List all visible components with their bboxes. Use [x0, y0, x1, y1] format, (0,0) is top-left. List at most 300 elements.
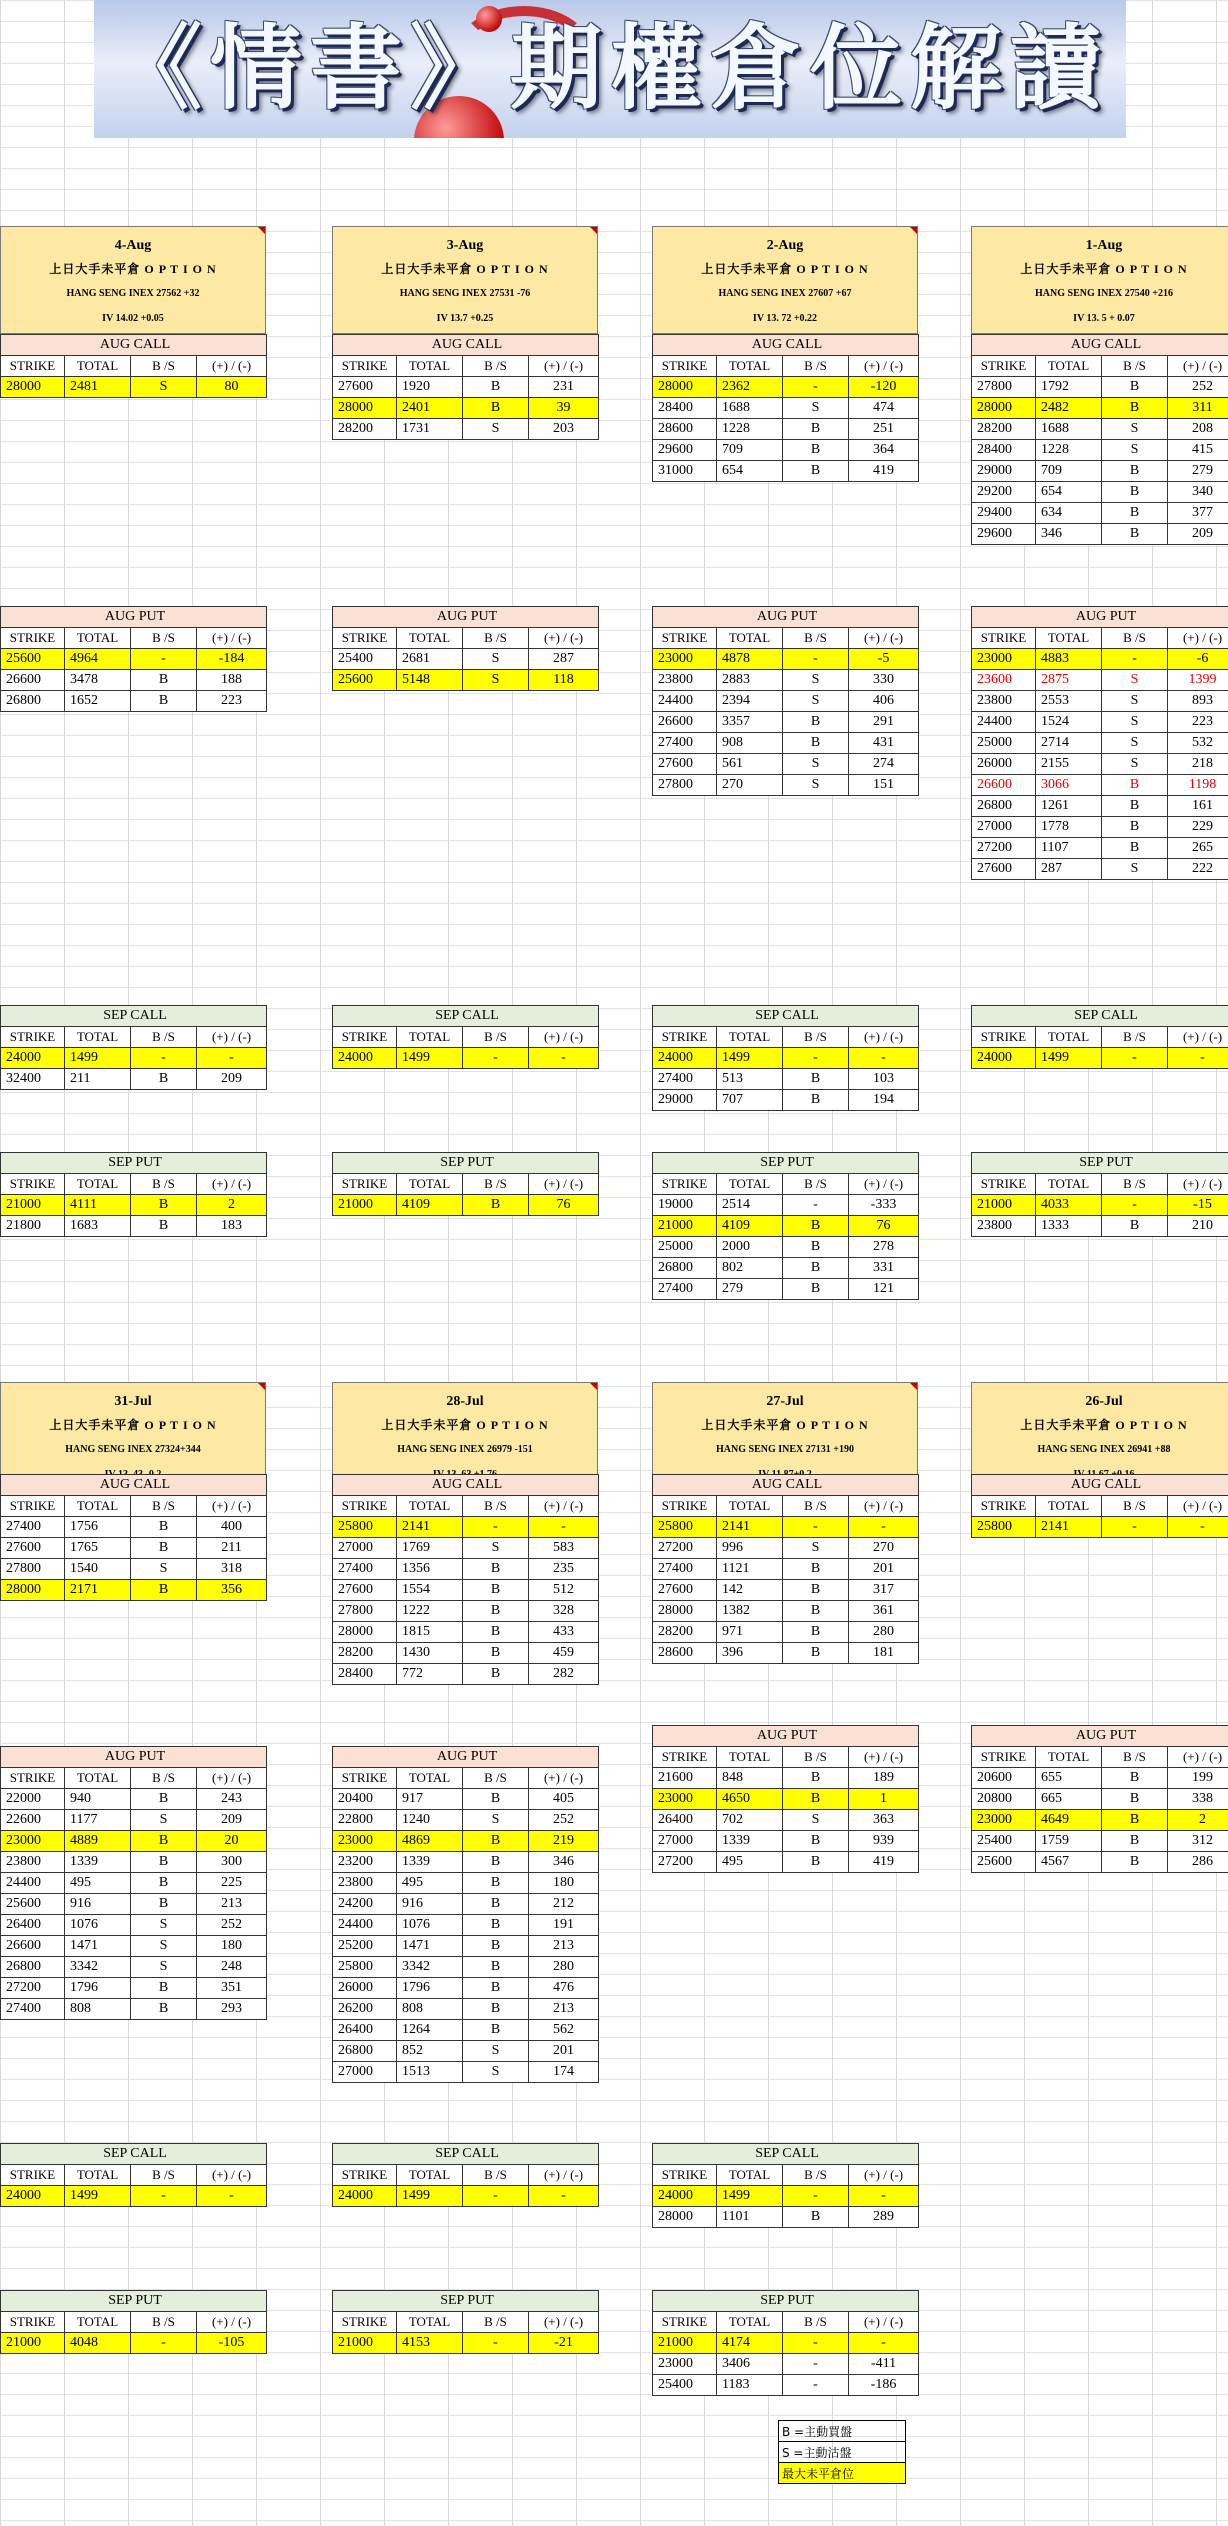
col-header-buy-sell: B /S: [131, 628, 197, 649]
cell-buy-sell: B: [463, 377, 529, 398]
cell-change: 291: [849, 712, 919, 733]
col-header-buy-sell: B /S: [463, 1174, 529, 1195]
cell-buy-sell: B: [463, 1831, 529, 1852]
cell-change: -: [529, 2186, 599, 2207]
day-date: 4-Aug: [114, 238, 152, 253]
table-row: [653, 712, 919, 733]
col-header-strike: STRIKE: [972, 1174, 1036, 1195]
cell-strike: 29000: [972, 461, 1036, 482]
column-header-row: [1, 2312, 267, 2333]
aug-put-table: [971, 606, 1228, 880]
table-row: [333, 398, 599, 419]
cell-strike: 27600: [972, 859, 1036, 880]
cell-total: 1688: [717, 398, 783, 419]
hsi-index-line: HANG SENG INEX 27531 -76: [399, 288, 531, 299]
cell-total: 3342: [397, 1957, 463, 1978]
cell-total: 654: [1036, 482, 1102, 503]
table-title: SEP CALL: [653, 1006, 919, 1027]
column-header-row: [1, 628, 267, 649]
cell-change: 201: [529, 2041, 599, 2062]
column-header-row: [972, 1747, 1228, 1768]
col-header-strike: STRIKE: [1, 1027, 65, 1048]
cell-buy-sell: B: [463, 1999, 529, 2020]
cell-change: 300: [197, 1852, 267, 1873]
table-row: [333, 1936, 599, 1957]
table-row: [972, 649, 1228, 670]
cell-strike: 27400: [1, 1517, 65, 1538]
col-header-strike: STRIKE: [333, 1027, 397, 1048]
cell-strike: 21600: [653, 1768, 717, 1789]
col-header-strike: STRIKE: [653, 356, 717, 377]
cell-change: 331: [849, 1258, 919, 1279]
col-header-buy-sell: B /S: [783, 628, 849, 649]
col-header-change: (+) / (-): [529, 2312, 599, 2333]
cell-strike: 28000: [653, 1601, 717, 1622]
cell-total: 1540: [65, 1559, 131, 1580]
table-title-row: [653, 1153, 919, 1174]
cell-total: 396: [717, 1643, 783, 1664]
table-row: [333, 2041, 599, 2062]
col-header-strike: STRIKE: [653, 1174, 717, 1195]
cell-strike: 23000: [1, 1831, 65, 1852]
col-header-change: (+) / (-): [849, 2312, 919, 2333]
cell-total: 4869: [397, 1831, 463, 1852]
cell-total: 1815: [397, 1622, 463, 1643]
cell-change: -6: [1168, 649, 1228, 670]
cell-change: 279: [1168, 461, 1228, 482]
table-title: AUG PUT: [333, 607, 599, 628]
table-row: [972, 817, 1228, 838]
cell-buy-sell: B: [463, 1195, 529, 1216]
cell-change: 431: [849, 733, 919, 754]
cell-total: 1499: [65, 1048, 131, 1069]
col-header-total: TOTAL: [1036, 1174, 1102, 1195]
cell-strike: 25600: [972, 1852, 1036, 1873]
cell-total: 3478: [65, 670, 131, 691]
cell-change: 20: [197, 1831, 267, 1852]
cell-strike: 27600: [1, 1538, 65, 1559]
cell-buy-sell: S: [1102, 754, 1168, 775]
legend-buy: B =主動買盤: [779, 2421, 906, 2442]
cell-buy-sell: S: [1102, 691, 1168, 712]
cell-total: 1121: [717, 1559, 783, 1580]
table-row: [653, 1580, 919, 1601]
aug-put-table: [971, 1725, 1228, 1873]
cell-buy-sell: S: [131, 1810, 197, 1831]
col-header-total: TOTAL: [717, 1174, 783, 1195]
col-header-total: TOTAL: [717, 628, 783, 649]
table-row: [1, 1873, 267, 1894]
day-subtitle: 上日大手未平倉 O P T I O N: [381, 262, 549, 276]
cell-strike: 24000: [653, 2186, 717, 2207]
cell-total: 1796: [397, 1978, 463, 1999]
cell-change: 174: [529, 2062, 599, 2083]
cell-total: 270: [717, 775, 783, 796]
cell-change: 210: [1168, 1216, 1228, 1237]
cell-strike: 24000: [653, 1048, 717, 1069]
cell-strike: 29400: [972, 503, 1036, 524]
day-header: [971, 226, 1228, 334]
table-row: [653, 1216, 919, 1237]
table-row: [653, 377, 919, 398]
col-header-total: TOTAL: [397, 356, 463, 377]
col-header-change: (+) / (-): [529, 1496, 599, 1517]
cell-buy-sell: -: [1102, 1517, 1168, 1538]
cell-buy-sell: B: [1102, 775, 1168, 796]
table-row: [333, 1915, 599, 1936]
cell-change: 2: [197, 1195, 267, 1216]
day-date: 27-Jul: [766, 1394, 804, 1409]
cell-strike: 26200: [333, 1999, 397, 2020]
table-row: [653, 1643, 919, 1664]
table-row: [333, 1664, 599, 1685]
cell-buy-sell: B: [131, 1216, 197, 1237]
cell-strike: 25800: [972, 1517, 1036, 1538]
cell-change: 340: [1168, 482, 1228, 503]
cell-change: 363: [849, 1810, 919, 1831]
table-title: AUG CALL: [972, 335, 1228, 356]
table-row: [333, 1999, 599, 2020]
cell-buy-sell: S: [1102, 859, 1168, 880]
cell-total: 1759: [1036, 1831, 1102, 1852]
table-row: [653, 1048, 919, 1069]
cell-change: 338: [1168, 1789, 1228, 1810]
table-row: [1, 1915, 267, 1936]
cell-total: 916: [65, 1894, 131, 1915]
table-title-row: [972, 335, 1228, 356]
col-header-strike: STRIKE: [972, 1496, 1036, 1517]
iv-line: IV 13. 72 +0.22: [752, 313, 818, 324]
cell-buy-sell: S: [1102, 440, 1168, 461]
col-header-buy-sell: B /S: [131, 1174, 197, 1195]
cell-strike: 23800: [1, 1852, 65, 1873]
aug-call-table: [971, 334, 1228, 545]
cell-strike: 25000: [653, 1237, 717, 1258]
sep-put-table: [0, 1152, 267, 1237]
cell-strike: 26800: [972, 796, 1036, 817]
col-header-change: (+) / (-): [1168, 1496, 1228, 1517]
table-title-row: [972, 1475, 1228, 1496]
day-date: 28-Jul: [446, 1394, 484, 1409]
cell-change: 180: [197, 1936, 267, 1957]
cell-total: 2553: [1036, 691, 1102, 712]
cell-strike: 25600: [1, 1894, 65, 1915]
cell-buy-sell: B: [783, 1789, 849, 1810]
cell-total: 1471: [65, 1936, 131, 1957]
sep-put-table: [332, 1152, 599, 1216]
col-header-change: (+) / (-): [849, 1027, 919, 1048]
day-subtitle: 上日大手未平倉 O P T I O N: [49, 1418, 217, 1432]
table-row: [333, 1580, 599, 1601]
cell-buy-sell: S: [1102, 419, 1168, 440]
cell-change: 364: [849, 440, 919, 461]
cell-change: 118: [529, 670, 599, 691]
table-title-row: [972, 1006, 1228, 1027]
col-header-strike: STRIKE: [333, 2165, 397, 2186]
cell-total: 2171: [65, 1580, 131, 1601]
cell-strike: 28000: [653, 2207, 717, 2228]
cell-total: 1499: [397, 2186, 463, 2207]
col-header-buy-sell: B /S: [1102, 1027, 1168, 1048]
aug-put-table: [332, 1746, 599, 2083]
col-header-change: (+) / (-): [197, 2312, 267, 2333]
column-header-row: [972, 1174, 1228, 1195]
cell-strike: 26800: [333, 2041, 397, 2062]
table-row: [1, 377, 267, 398]
cell-total: 1339: [65, 1852, 131, 1873]
cell-total: 142: [717, 1580, 783, 1601]
table-row: [333, 1538, 599, 1559]
col-header-change: (+) / (-): [197, 2165, 267, 2186]
cell-change: 1198: [1168, 775, 1228, 796]
table-row: [333, 2186, 599, 2207]
cell-change: 274: [849, 754, 919, 775]
cell-strike: 23800: [972, 691, 1036, 712]
comment-marker-icon: [258, 1383, 265, 1390]
cell-strike: 25800: [333, 1957, 397, 1978]
table-row: [333, 1048, 599, 1069]
cell-buy-sell: B: [1102, 377, 1168, 398]
table-row: [1, 670, 267, 691]
cell-total: 4109: [397, 1195, 463, 1216]
col-header-total: TOTAL: [717, 1496, 783, 1517]
cell-total: 1101: [717, 2207, 783, 2228]
table-row: [333, 2020, 599, 2041]
table-row: [1, 1069, 267, 1090]
cell-strike: 28400: [333, 1664, 397, 1685]
cell-buy-sell: S: [783, 398, 849, 419]
cell-change: 289: [849, 2207, 919, 2228]
table-row: [1, 1195, 267, 1216]
table-title-row: [653, 335, 919, 356]
cell-change: 194: [849, 1090, 919, 1111]
cell-buy-sell: B: [1102, 503, 1168, 524]
col-header-buy-sell: B /S: [131, 2165, 197, 2186]
table-title: AUG CALL: [1, 1475, 267, 1496]
cell-buy-sell: B: [1102, 796, 1168, 817]
cell-change: -105: [197, 2333, 267, 2354]
cell-change: 229: [1168, 817, 1228, 838]
day-subtitle: 上日大手未平倉 O P T I O N: [701, 1418, 869, 1432]
table-row: [333, 1810, 599, 1831]
col-header-strike: STRIKE: [653, 2165, 717, 2186]
comment-marker-icon: [910, 227, 917, 234]
cell-total: 665: [1036, 1789, 1102, 1810]
cell-total: 1796: [65, 1978, 131, 1999]
cell-change: -21: [529, 2333, 599, 2354]
table-title-row: [1, 335, 267, 356]
cell-change: 231: [529, 377, 599, 398]
cell-strike: 23200: [333, 1852, 397, 1873]
table-row: [653, 1789, 919, 1810]
cell-change: 213: [197, 1894, 267, 1915]
cell-strike: 21000: [653, 1216, 717, 1237]
table-row: [972, 1810, 1228, 1831]
cell-change: 286: [1168, 1852, 1228, 1873]
cell-strike: 27400: [653, 733, 717, 754]
table-row: [972, 1517, 1228, 1538]
col-header-change: (+) / (-): [849, 1174, 919, 1195]
cell-change: 377: [1168, 503, 1228, 524]
cell-total: 1499: [65, 2186, 131, 2207]
cell-strike: 31000: [653, 461, 717, 482]
cell-change: 248: [197, 1957, 267, 1978]
cell-total: 2155: [1036, 754, 1102, 775]
cell-total: 4964: [65, 649, 131, 670]
table-row: [653, 1768, 919, 1789]
cell-buy-sell: -: [131, 649, 197, 670]
cell-buy-sell: B: [131, 1789, 197, 1810]
cell-total: 561: [717, 754, 783, 775]
cell-buy-sell: B: [463, 1601, 529, 1622]
cell-change: 419: [849, 461, 919, 482]
cell-strike: 27000: [653, 1831, 717, 1852]
table-row: [1, 1852, 267, 1873]
col-header-buy-sell: B /S: [1102, 1747, 1168, 1768]
table-row: [653, 2375, 919, 2396]
cell-total: 802: [717, 1258, 783, 1279]
col-header-buy-sell: B /S: [131, 1768, 197, 1789]
column-header-row: [333, 1496, 599, 1517]
column-header-row: [333, 2312, 599, 2333]
cell-change: 183: [197, 1216, 267, 1237]
column-header-row: [972, 628, 1228, 649]
cell-change: -: [1168, 1517, 1228, 1538]
cell-strike: 26600: [1, 670, 65, 691]
table-row: [972, 859, 1228, 880]
table-row: [653, 2186, 919, 2207]
cell-total: 279: [717, 1279, 783, 1300]
col-header-change: (+) / (-): [1168, 628, 1228, 649]
cell-total: 1765: [65, 1538, 131, 1559]
col-header-total: TOTAL: [397, 2312, 463, 2333]
iv-line: IV 13.7 +0.25: [436, 313, 494, 324]
cell-buy-sell: B: [131, 1873, 197, 1894]
col-header-strike: STRIKE: [972, 1747, 1036, 1768]
col-header-total: TOTAL: [397, 628, 463, 649]
cell-strike: 24000: [1, 2186, 65, 2207]
col-header-change: (+) / (-): [197, 628, 267, 649]
legend-max-open-interest: 最大未平倉位: [779, 2463, 906, 2484]
col-header-change: (+) / (-): [1168, 356, 1228, 377]
day-subtitle: 上日大手未平倉 O P T I O N: [49, 262, 217, 276]
table-title: SEP PUT: [333, 2291, 599, 2312]
cell-strike: 26800: [1, 1957, 65, 1978]
cell-strike: 28400: [972, 440, 1036, 461]
cell-buy-sell: S: [463, 2041, 529, 2062]
cell-total: 287: [1036, 859, 1102, 880]
cell-strike: 21000: [653, 2333, 717, 2354]
cell-buy-sell: S: [463, 1810, 529, 1831]
cell-strike: 25000: [972, 733, 1036, 754]
cell-total: 852: [397, 2041, 463, 2062]
table-row: [333, 2333, 599, 2354]
cell-change: -333: [849, 1195, 919, 1216]
cell-strike: 28200: [333, 419, 397, 440]
table-row: [333, 1789, 599, 1810]
cell-total: 709: [1036, 461, 1102, 482]
legend: [778, 2420, 906, 2484]
col-header-total: TOTAL: [65, 628, 131, 649]
cell-change: 252: [529, 1810, 599, 1831]
cell-change: 562: [529, 2020, 599, 2041]
cell-buy-sell: B: [131, 1978, 197, 1999]
col-header-total: TOTAL: [397, 1174, 463, 1195]
day-header: [0, 226, 266, 334]
cell-buy-sell: B: [463, 2020, 529, 2041]
table-title: SEP CALL: [972, 1006, 1228, 1027]
cell-change: 151: [849, 775, 919, 796]
col-header-total: TOTAL: [1036, 1027, 1102, 1048]
cell-strike: 22800: [333, 1810, 397, 1831]
col-header-strike: STRIKE: [1, 1174, 65, 1195]
cell-change: 280: [849, 1622, 919, 1643]
sep-call-table: [332, 2143, 599, 2207]
table-row: [653, 2354, 919, 2375]
cell-strike: 27000: [333, 1538, 397, 1559]
cell-buy-sell: -: [783, 1195, 849, 1216]
cell-strike: 28600: [653, 1643, 717, 1664]
cell-total: 2681: [397, 649, 463, 670]
cell-total: 634: [1036, 503, 1102, 524]
day-date: 26-Jul: [1085, 1394, 1123, 1409]
cell-total: 1920: [397, 377, 463, 398]
day-date: 1-Aug: [1085, 238, 1123, 253]
sep-call-table: [0, 1005, 267, 1090]
page-title: 《情書》期權倉位解讀: [109, 14, 1110, 122]
cell-buy-sell: -: [463, 1517, 529, 1538]
table-row: [333, 1852, 599, 1873]
cell-buy-sell: B: [1102, 398, 1168, 419]
cell-buy-sell: B: [131, 1894, 197, 1915]
aug-call-table: [652, 1474, 919, 1664]
cell-total: 3342: [65, 1957, 131, 1978]
cell-buy-sell: S: [463, 419, 529, 440]
cell-total: 2481: [65, 377, 131, 398]
cell-change: 356: [197, 1580, 267, 1601]
cell-buy-sell: S: [783, 754, 849, 775]
table-row: [972, 503, 1228, 524]
cell-change: 201: [849, 1559, 919, 1580]
table-row: [653, 1810, 919, 1831]
table-title-row: [1, 1153, 267, 1174]
cell-buy-sell: S: [463, 649, 529, 670]
cell-total: 808: [397, 1999, 463, 2020]
cell-strike: 27400: [1, 1999, 65, 2020]
cell-change: 180: [529, 1873, 599, 1894]
table-row: [653, 691, 919, 712]
cell-buy-sell: -: [463, 1048, 529, 1069]
col-header-buy-sell: B /S: [1102, 1496, 1168, 1517]
table-row: [333, 1195, 599, 1216]
cell-change: 181: [849, 1643, 919, 1664]
table-row: [653, 1069, 919, 1090]
cell-change: 225: [197, 1873, 267, 1894]
cell-total: 1333: [1036, 1216, 1102, 1237]
cell-strike: 24000: [333, 2186, 397, 2207]
col-header-buy-sell: B /S: [783, 1747, 849, 1768]
col-header-total: TOTAL: [65, 1027, 131, 1048]
cell-strike: 21000: [333, 1195, 397, 1216]
cell-strike: 23000: [972, 1810, 1036, 1831]
cell-change: 474: [849, 398, 919, 419]
col-header-total: TOTAL: [65, 1768, 131, 1789]
cell-buy-sell: B: [783, 461, 849, 482]
cell-change: 189: [849, 1768, 919, 1789]
table-row: [333, 670, 599, 691]
column-header-row: [333, 1174, 599, 1195]
col-header-buy-sell: B /S: [783, 1027, 849, 1048]
